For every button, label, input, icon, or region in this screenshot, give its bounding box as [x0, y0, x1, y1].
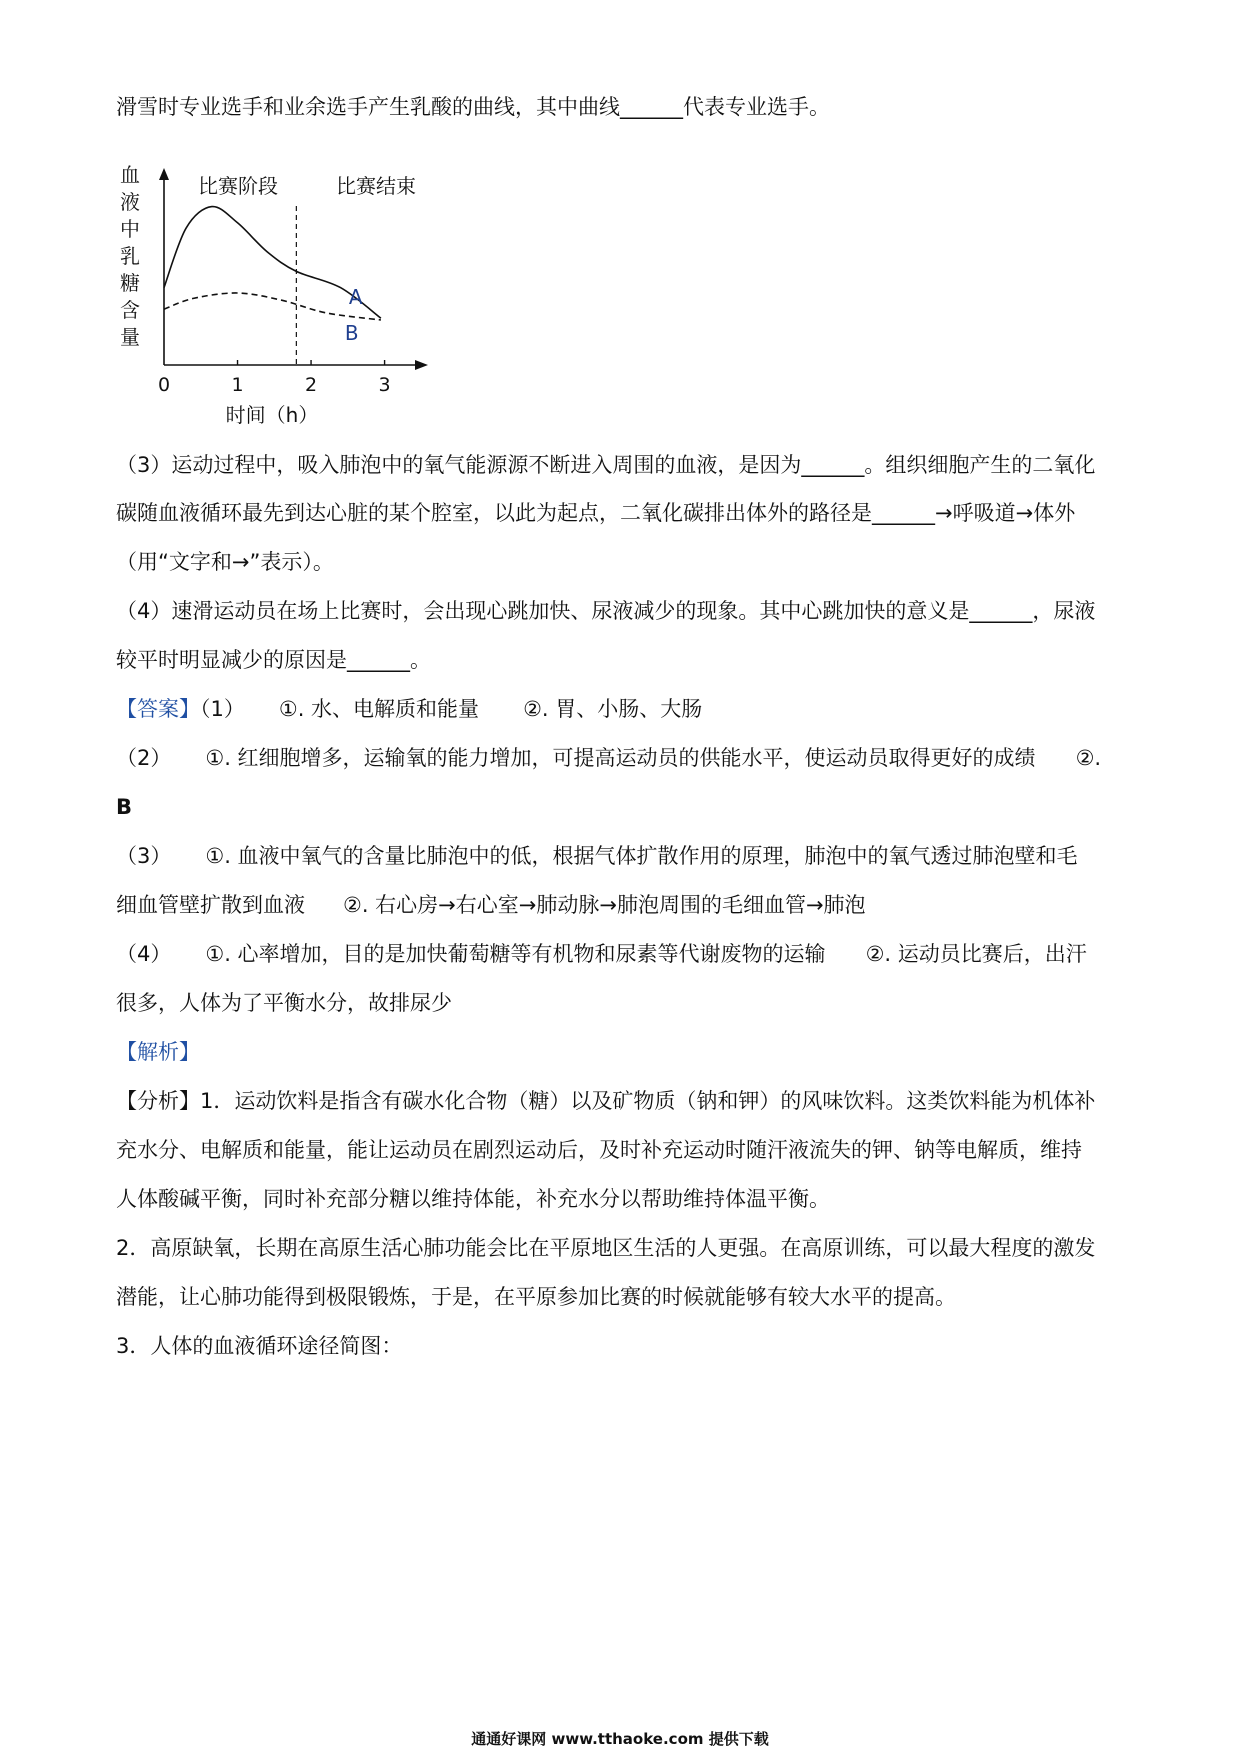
- page-footer: 通通好课网 www.tthaoke.com 提供下载: [471, 1730, 769, 1748]
- analysis-heading: 【解析】: [116, 1040, 200, 1064]
- y-label-char: 含: [120, 298, 140, 322]
- question-4-line-2: 较平时明显减少的原因是______。: [116, 648, 431, 672]
- answer-4-number: （4）: [116, 942, 172, 966]
- x-axis-arrow: [415, 360, 428, 370]
- answer-1-part-2: ②. 胃、小肠、大肠: [523, 697, 703, 721]
- analysis-2-line-1: 2．高原缺氧，长期在高原生活心肺功能会比在平原地区生活的人更强。在高原训练，可以最大程度的激发: [116, 1236, 1096, 1260]
- analysis-1-line-3: 人体酸碱平衡，同时补充部分糖以维持体能，补充水分以帮助维持体温平衡。: [116, 1187, 830, 1211]
- answer-1-part-1: ①. 水、电解质和能量: [278, 697, 480, 721]
- analysis-3-line: 3．人体的血液循环途径简图：: [116, 1334, 403, 1358]
- x-tick-label: 3: [378, 374, 391, 396]
- answer-3-part-1-cont: 细血管壁扩散到血液: [116, 893, 305, 917]
- question-3-line-3: （用“文字和→”表示）。: [116, 550, 334, 574]
- question-3-line-1: （3）运动过程中，吸入肺泡中的氧气能源源不断进入周围的血液，是因为______。组织细胞产生的二氧化: [116, 453, 1096, 477]
- answer-1-line: [116, 694, 1136, 724]
- analysis-1-text: 1．运动饮料是指含有碳水化合物（糖）以及矿物质（钠和钾）的风味饮料。这类饮料能为机体补: [200, 1089, 1096, 1113]
- answer-4-part-1: ①. 心率增加，目的是加快葡萄糖等有机物和尿素等代谢废物的运输: [205, 942, 826, 966]
- lactate-chart: [110, 160, 490, 450]
- answer-3-number: （3）: [116, 844, 172, 868]
- stage-label-finished: 比赛结束: [336, 174, 416, 198]
- y-label-char: 血: [120, 163, 140, 187]
- answer-3-part-2: ②. 右心房→右心室→肺动脉→肺泡周围的毛细血管→肺泡: [343, 893, 866, 917]
- answer-2-number: （2）: [116, 746, 172, 770]
- y-axis-arrow: [159, 168, 169, 180]
- x-axis-title: 时间（h）: [225, 403, 319, 427]
- answer-2-letter: B: [116, 795, 133, 819]
- question-4-line-1: （4）速滑运动员在场上比赛时，会出现心跳加快、尿液减少的现象。其中心跳加快的意义是______，尿液: [116, 599, 1096, 623]
- analysis-2-line-2: 潜能，让心肺功能得到极限锻炼，于是，在平原参加比赛的时候就能够有较大水平的提高。: [116, 1285, 956, 1309]
- y-label-char: 糖: [120, 271, 140, 295]
- x-tick-label: 0: [157, 374, 171, 396]
- stage-labels: [198, 174, 416, 198]
- answer-4-line-1: [116, 939, 1136, 969]
- chart-axes: [159, 168, 428, 370]
- y-label-char: 量: [120, 325, 140, 349]
- answer-2-part-1: ①. 红细胞增多，运输氧的能力增加，可提高运动员的供能水平，使运动员取得更好的成绩: [205, 746, 1036, 770]
- y-label-char: 液: [120, 190, 140, 214]
- y-axis-label: [120, 163, 140, 349]
- analysis-1-line-1: [116, 1086, 1136, 1116]
- answer-3-line-2: [116, 890, 1136, 920]
- answer-2-line: [116, 743, 1136, 773]
- answer-3-line-1: [116, 841, 1136, 871]
- answer-4-part-2: ②. 运动员比赛后，出汗: [865, 942, 1087, 966]
- answer-3-part-1: ①. 血液中氧气的含量比肺泡中的低，根据气体扩散作用的原理，肺泡中的氧气透过肺泡壁和毛: [205, 844, 1078, 868]
- analysis-1-line-2: 充水分、电解质和能量，能让运动员在剧烈运动后，及时补充运动时随汗液流失的钾、钠等电解质，维持: [116, 1138, 1082, 1162]
- answer-2-part-2: ②.: [1075, 746, 1102, 770]
- y-label-char: 乳: [120, 244, 140, 268]
- answer-4-line-2: 很多，人体为了平衡水分，故排尿少: [116, 991, 452, 1015]
- x-tick-label: 1: [231, 374, 244, 396]
- question-line-curve: 滑雪时专业选手和业余选手产生乳酸的曲线，其中曲线______代表专业选手。: [116, 95, 830, 119]
- analysis-tag: 【分析】: [116, 1089, 200, 1113]
- stage-label-competition: 比赛阶段: [198, 174, 278, 198]
- series-label-B: B: [344, 321, 359, 345]
- answer-tag: 【答案】: [116, 697, 200, 721]
- chart-series: [164, 207, 381, 345]
- question-3-line-2: 碳随血液循环最先到达心脏的某个腔室，以此为起点，二氧化碳排出体外的路径是______→呼吸道→体外: [116, 501, 1076, 525]
- series-label-A: A: [348, 285, 363, 310]
- answer-1-number: （1）: [200, 697, 245, 721]
- y-label-char: 中: [120, 217, 140, 241]
- x-tick-label: 2: [305, 374, 318, 396]
- x-axis-label: [226, 403, 319, 427]
